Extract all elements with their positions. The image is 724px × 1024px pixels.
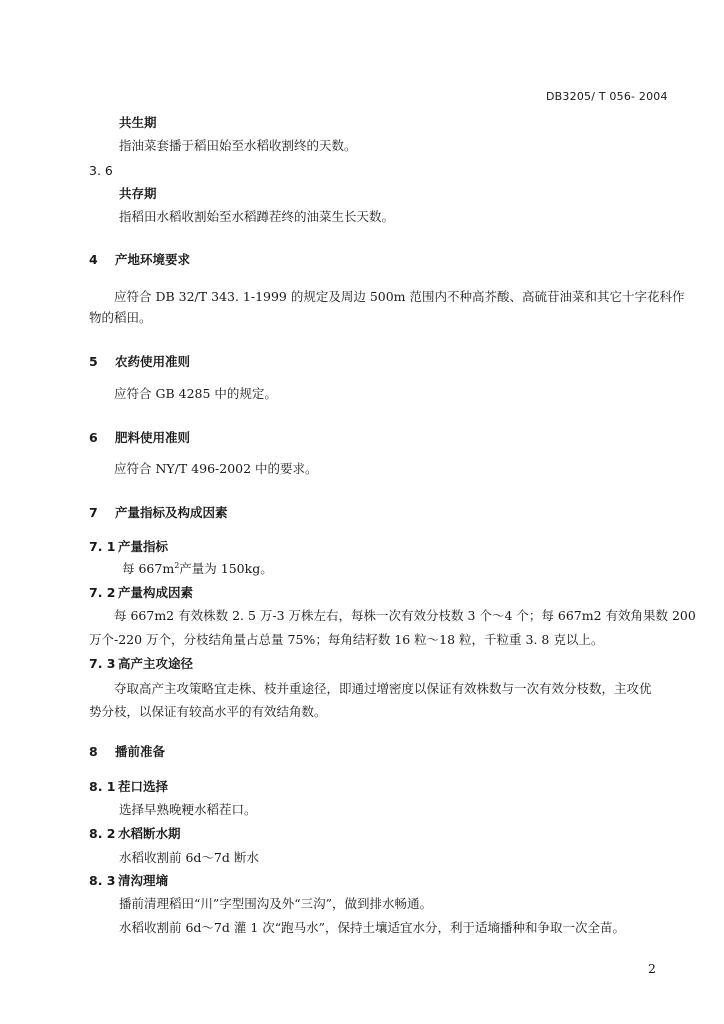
paragraph-line: 势分枝，以保证有较高水平的有效结角数。 xyxy=(89,704,327,719)
subsection-number: 7. 3 xyxy=(89,656,116,671)
section-number: 4 xyxy=(89,252,98,267)
paragraph-line: 播前清理稻田“川”字型围沟及外“三沟”，做到排水畅通。 xyxy=(119,896,433,911)
subsection-heading xyxy=(89,656,193,672)
document-code-header: DB3205/ T 056- 2004 xyxy=(546,90,668,103)
text-fragment: 每 667m xyxy=(122,561,175,576)
section-heading xyxy=(89,354,190,370)
section-title: 播前准备 xyxy=(115,744,166,759)
paragraph-line: 物的稻田。 xyxy=(89,310,152,325)
subsection-heading xyxy=(89,539,168,555)
paragraph-line: 水稻收割前 6d～7d 灌 1 次“跑马水”，保持土壤适宜水分，利于适墒播种和争取一次全苗。 xyxy=(119,920,626,935)
section-title: 产量指标及构成因素 xyxy=(115,505,228,520)
subsection-number: 8. 2 xyxy=(89,826,116,841)
paragraph-line: 夺取高产主攻策略宜走株、枝并重途径，即通过增密度以保证有效株数与一次有效分枝数，主攻优 xyxy=(114,681,652,696)
subsection-heading xyxy=(89,873,168,889)
section-heading xyxy=(89,430,190,446)
text-fragment: 产量为 150kg。 xyxy=(179,561,273,576)
section-heading xyxy=(89,252,190,268)
term-title: 共存期 xyxy=(119,186,157,201)
section-number: 8 xyxy=(89,744,98,759)
subsection-heading xyxy=(89,779,168,795)
section-title: 肥料使用准则 xyxy=(115,430,191,445)
paragraph-line: 万个-220 万个，分枝结角量占总量 75%；每角结籽数 16 粒～18 粒，千粒重 3. 8 克以上。 xyxy=(89,632,604,647)
paragraph-line: 每 667m2 有效株数 2. 5 万-3 万株左右，每株一次有效分枝数 3 个～4 个；每 667m2 有效角果数 200 xyxy=(114,608,696,623)
section-heading xyxy=(89,505,228,521)
section-title: 农药使用准则 xyxy=(115,354,191,369)
section-heading xyxy=(89,744,165,760)
subsection-title: 高产主攻途径 xyxy=(118,656,194,671)
subsection-title: 产量构成因素 xyxy=(118,585,194,600)
subsection-number: 8. 1 xyxy=(89,779,116,794)
superscript: 2 xyxy=(174,561,180,570)
subsection-title: 产量指标 xyxy=(118,539,169,554)
paragraph-line xyxy=(122,561,273,577)
subsection-number: 7. 2 xyxy=(89,585,116,600)
term-definition: 指油菜套播于稻田始至水稻收割终的天数。 xyxy=(119,138,357,153)
term-definition: 指稻田水稻收割始至水稻蹲茬终的油菜生长天数。 xyxy=(119,209,395,224)
subsection-heading xyxy=(89,826,181,842)
section-title: 产地环境要求 xyxy=(115,252,191,267)
paragraph-line: 应符合 GB 4285 中的规定。 xyxy=(114,386,277,401)
subsection-title: 水稻断水期 xyxy=(118,826,181,841)
subsection-number: 8. 3 xyxy=(89,873,116,888)
paragraph-line: 选择早熟晚粳水稻茬口。 xyxy=(119,802,257,817)
clause-number: 3. 6 xyxy=(89,163,113,178)
paragraph-line: 应符合 NY/T 496-2002 中的要求。 xyxy=(114,461,318,476)
paragraph-line: 水稻收割前 6d～7d 断水 xyxy=(119,850,259,865)
page-number: 2 xyxy=(648,961,656,976)
paragraph-line: 应符合 DB 32/T 343. 1-1999 的规定及周边 500m 范围内不种高芥酸、高硫苷油菜和其它十字花科作 xyxy=(114,289,685,304)
subsection-title: 清沟理墒 xyxy=(118,873,169,888)
section-number: 6 xyxy=(89,430,98,445)
subsection-number: 7. 1 xyxy=(89,539,116,554)
subsection-title: 茬口选择 xyxy=(118,779,169,794)
section-number: 7 xyxy=(89,505,98,520)
subsection-heading xyxy=(89,585,193,601)
term-title: 共生期 xyxy=(119,115,157,130)
section-number: 5 xyxy=(89,354,98,369)
